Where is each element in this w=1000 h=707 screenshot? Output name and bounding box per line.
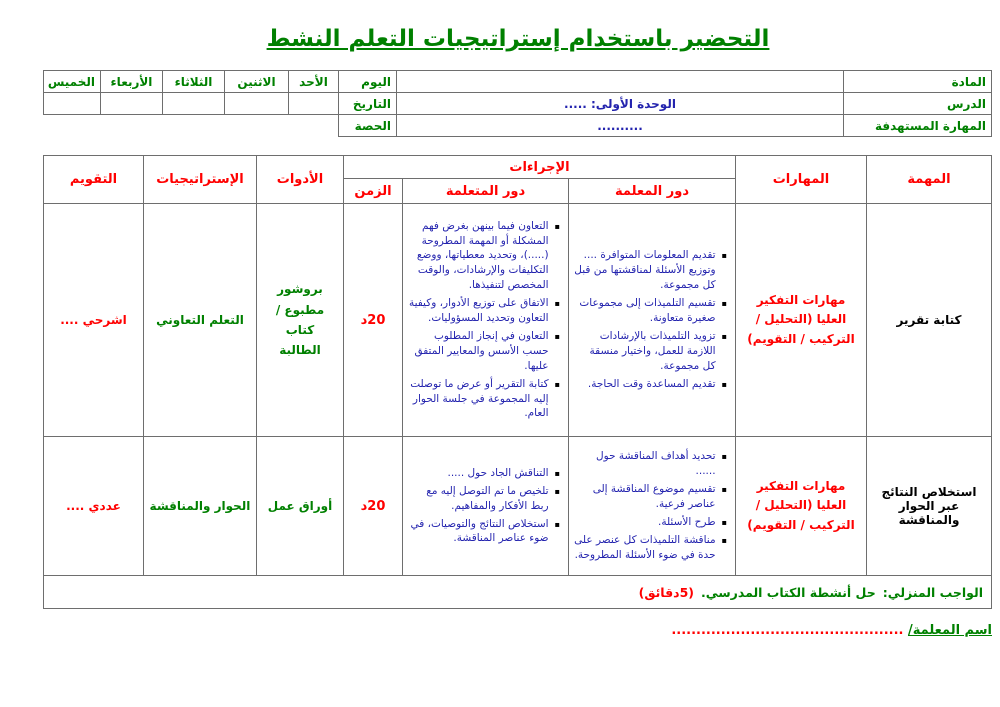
lesson-plan-table (43, 155, 992, 609)
bullet-text: مناقشة التلميذات كل عنصر على حدة في ضوء الأسئلة المطروحة. (574, 533, 716, 561)
bullet-text: تقديم المساعدة وقت الحاجة. (587, 377, 716, 390)
evaluation-cell: عددي .... (43, 437, 143, 576)
bullet-icon: ▪ (721, 535, 727, 545)
learner-role-cell (403, 204, 569, 437)
bullet-item (408, 484, 560, 514)
day-header-thursday: الخميس (44, 71, 101, 93)
lesson-label: الدرس (844, 93, 992, 115)
date-label: التاريخ (339, 93, 397, 115)
teacher-role-cell (569, 437, 736, 576)
bullet-icon: ▪ (554, 519, 560, 529)
homework-text: حل أنشطة الكتاب المدرسي. (700, 584, 876, 600)
day-cell-empty (289, 93, 339, 115)
day-cell-empty (44, 93, 101, 115)
bullet-text: الاتفاق على توزيع الأدوار، وكيفية التعاون وتحديد المسؤوليات. (408, 297, 549, 325)
teacher-name-label: اسم المعلمة/ (907, 623, 992, 638)
bullet-item (574, 449, 727, 479)
bullet-icon: ▪ (554, 299, 560, 309)
bullet-item (408, 329, 560, 374)
skills-cell: مهارات التفكير العليا (التحليل / التركيب / التقويم) (736, 204, 867, 437)
bullet-icon: ▪ (721, 379, 727, 389)
bullet-text: تحديد أهداف المناقشة حول ...... (596, 450, 716, 478)
learner-role-bullets (408, 466, 560, 547)
target-skill-value: .......... (397, 115, 844, 137)
unit-value: الوحدة الأولى: ..... (397, 93, 844, 115)
bullet-item (574, 482, 727, 512)
strategy-cell: الحوار والمناقشة (143, 437, 256, 576)
homework-row (43, 576, 991, 609)
bullet-item (574, 248, 727, 293)
learner-role-bullets (408, 219, 560, 422)
bullet-icon: ▪ (721, 485, 727, 495)
day-header-sunday: الأحد (289, 71, 339, 93)
bullet-item (408, 296, 560, 326)
task-cell: كتابة تقرير (867, 204, 992, 437)
teacher-role-cell (569, 204, 736, 437)
info-row-lesson (44, 93, 992, 115)
learner-role-cell (403, 437, 569, 576)
day-cell-empty (225, 93, 289, 115)
homework-duration: (5دقائق) (638, 584, 694, 600)
table-row (43, 204, 991, 437)
bullet-text: تقديم المعلومات المتوافرة .... وتوزيع الأسئلة لمناقشتها من قبل كل مجموعة. (574, 249, 716, 292)
bullet-item (408, 219, 560, 294)
bullet-text: التناقش الجاد حول ..... (447, 466, 549, 479)
tools-cell: بروشور مطبوع / كتاب الطالبة (256, 204, 343, 437)
col-header-tools: الأدوات (256, 156, 343, 204)
bullet-item (408, 517, 560, 547)
bullet-icon: ▪ (721, 452, 727, 462)
col-header-strategies: الإستراتيجيات (143, 156, 256, 204)
teacher-name-dots: ............................................... (671, 623, 904, 638)
col-header-time: الزمن (343, 179, 402, 204)
homework-cell (43, 576, 991, 609)
strategy-cell: التعلم التعاوني (143, 204, 256, 437)
period-label: الحصة (339, 115, 397, 137)
col-header-procedures: الإجراءات (343, 156, 735, 179)
time-cell: 20د (343, 204, 402, 437)
page-title: التحضير باستخدام إستراتيجيات التعلم النشط (266, 26, 770, 52)
day-label: اليوم (339, 71, 397, 93)
teacher-role-bullets (574, 248, 727, 391)
table-row (43, 437, 991, 576)
target-skill-label: المهارة المستهدفة (844, 115, 992, 137)
time-cell: 20د (343, 437, 402, 576)
bullet-icon: ▪ (721, 299, 727, 309)
day-header-monday: الاثنين (225, 71, 289, 93)
col-header-task: المهمة (867, 156, 992, 204)
teacher-role-bullets (574, 449, 727, 562)
subject-label: المادة (844, 71, 992, 93)
bullet-text: تقسيم التلميذات إلى مجموعات صغيرة متعاونة. (579, 297, 716, 324)
bullet-item (574, 296, 727, 326)
bullet-text: كتابة التقرير أو عرض ما توصلت إليه المجموعة في جلسة الحوار العام. (410, 377, 549, 420)
bullet-text: تلخيص ما تم التوصل إليه مع ربط الأفكار والمفاهيم. (426, 484, 549, 512)
bullet-item (574, 377, 727, 392)
empty-area (44, 115, 339, 137)
tools-cell: أوراق عمل (256, 437, 343, 576)
info-row-subject (44, 71, 992, 93)
bullet-text: استخلاص النتائج والتوصيات، في ضوء عناصر المناقشة. (410, 517, 549, 545)
col-header-skills: المهارات (736, 156, 867, 204)
bullet-icon: ▪ (721, 251, 727, 261)
bullet-text: التعاون في إنجاز المطلوب حسب الأسس والمعايير المتفق عليها. (414, 329, 549, 372)
col-header-learner-role: دور المتعلمة (403, 179, 569, 204)
teacher-name-line (44, 623, 992, 638)
subject-value-cell (397, 71, 844, 93)
day-cell-empty (101, 93, 163, 115)
bullet-text: تقسيم موضوع المناقشة إلى عناصر فرعية. (592, 483, 716, 510)
day-header-tuesday: الثلاثاء (163, 71, 225, 93)
bullet-icon: ▪ (554, 468, 560, 478)
header-row-top (43, 156, 991, 179)
col-header-evaluation: التقويم (43, 156, 143, 204)
bullet-item (408, 466, 560, 481)
bullet-item (574, 533, 727, 563)
bullet-icon: ▪ (721, 517, 727, 527)
header-info-table (43, 70, 992, 137)
bullet-icon: ▪ (554, 379, 560, 389)
evaluation-cell: اشرحي .... (43, 204, 143, 437)
bullet-icon: ▪ (554, 221, 560, 231)
info-row-skill (44, 115, 992, 137)
bullet-item (574, 515, 727, 530)
skills-cell: مهارات التفكير العليا (التحليل / التركيب / التقويم) (736, 437, 867, 576)
bullet-item (408, 377, 560, 422)
bullet-icon: ▪ (554, 486, 560, 496)
homework-label: الواجب المنزلي: (882, 584, 983, 600)
bullet-item (574, 329, 727, 374)
task-cell: استخلاص النتائج عبر الحوار والمناقشة (867, 437, 992, 576)
bullet-icon: ▪ (721, 331, 727, 341)
day-cell-empty (163, 93, 225, 115)
col-header-teacher-role: دور المعلمة (569, 179, 736, 204)
day-header-wednesday: الأربعاء (101, 71, 163, 93)
bullet-text: طرح الأسئلة. (657, 515, 716, 528)
bullet-icon: ▪ (554, 331, 560, 341)
bullet-text: تزويد التلميذات بالإرشادات اللازمة للعمل، واختيار منسقة كل مجموعة. (589, 329, 716, 372)
bullet-text: التعاون فيما بينهن بغرض فهم المشكلة أو المهمة المطروحة (.....)، وتحديد معطياتها، ووضع التكليفات والإرشادات، والوقت المخصص لتنفيذها. (416, 219, 549, 292)
